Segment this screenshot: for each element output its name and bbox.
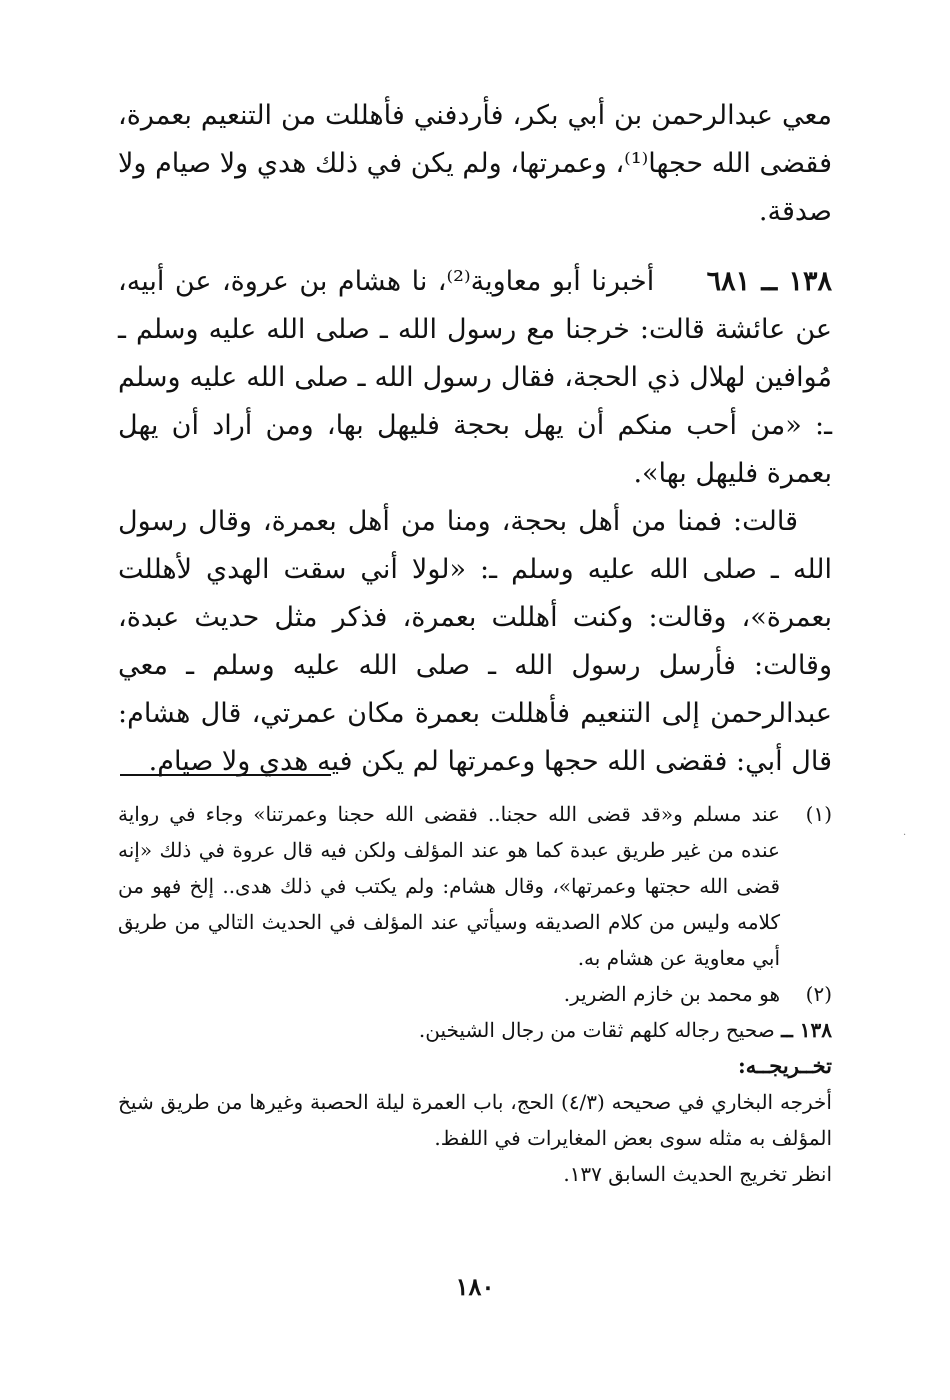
- grading-note: [118, 1012, 832, 1048]
- paragraph-continuation: معي عبدالرحمن بن أبي بكر، فأردفني فأهللت من التنعيم بعمرة، فقضى الله حجها⁽¹⁾، وعمرتها، ولم يكن في ذلك هدي ولا صيام ولا صدقة.: [118, 100, 832, 227]
- scan-speck: ·: [903, 830, 907, 841]
- footnote-text: عند مسلم و«قد قضى الله حجنا.. فقضى الله حجنا وعمرتنا» وجاء في رواية عنده من غير طريق عبدة كما هو عند المؤلف ولكن فيه قال عروة في ذلك «إنه قضى الله حجتها وعمرتها»، وقال هشام: ولم يكتب في ذلك هدى.. إلخ فهو من كلامه وليس من كلام الصديقه وسيأتي عند المؤلف في الحديث التالي من طريق أبي معاوية عن هشام به.: [118, 802, 780, 970]
- grading-number: ١٣٨ ــ: [781, 1018, 832, 1042]
- footnote-separator: [120, 774, 331, 776]
- hadith-paragraph: [118, 258, 832, 498]
- grading-text: صحيح رجاله كلهم ثقات من رجال الشيخين.: [418, 1018, 775, 1042]
- hadith-number: ١٣٨ ــ ٦٨١: [706, 266, 832, 297]
- footnote-marker: (١): [805, 802, 832, 826]
- footnote-2: [118, 976, 832, 1012]
- main-text: [118, 92, 832, 786]
- hadith-text: أخبرنا أبو معاوية⁽²⁾، نا هشام بن عروة، عن أبيه، عن عائشة قالت: خرجنا مع رسول الله ـ صلى الله عليه وسلم ـ مُوافين لهلال ذي الحجة، فقال رسول الله ـ صلى الله عليه وسلم ـ: «من أحب منكم أن يهل بحجة فليهل بها، ومن أراد أن يهل بعمرة فليهل بها».: [118, 266, 832, 489]
- footnote-1: [118, 796, 832, 976]
- page-number: ١٨٠: [455, 1272, 495, 1301]
- footnotes: [118, 796, 832, 1192]
- paragraph-continuation-2: قالت: فمنا من أهل بحجة، ومنا من أهل بعمرة، وقال رسول الله ـ صلى الله عليه وسلم ـ: «لولا أني سقت الهدي لأهللت بعمرة»، وقالت: وكنت أهللت بعمرة، فذكر مثل حديث عبدة، وقالت: فأرسل رسول الله ـ صلى الله عليه وسلم ـ معي عبدالرحمن إلى التنعيم فأهللت بعمرة مكان عمرتي، قال هشام: قال أبي: فقضى الله حجها وعمرتها لم يكن فيه هدي ولا صيام.: [118, 506, 832, 777]
- takhrij-reference: انظر تخريج الحديث السابق ١٣٧.: [563, 1162, 832, 1186]
- takhrij-text: أخرجه البخاري في صحيحه (٤/٣) الحج، باب العمرة ليلة الحصبة وغيرها من طريق شيخ المؤلف به مثله سوى بعض المغايرات في اللفظ.: [118, 1090, 832, 1150]
- footnote-marker: (٢): [805, 982, 832, 1006]
- takhrij-heading: تخــريجــه:: [737, 1053, 832, 1078]
- footnote-text: هو محمد بن خازم الضرير.: [563, 982, 780, 1006]
